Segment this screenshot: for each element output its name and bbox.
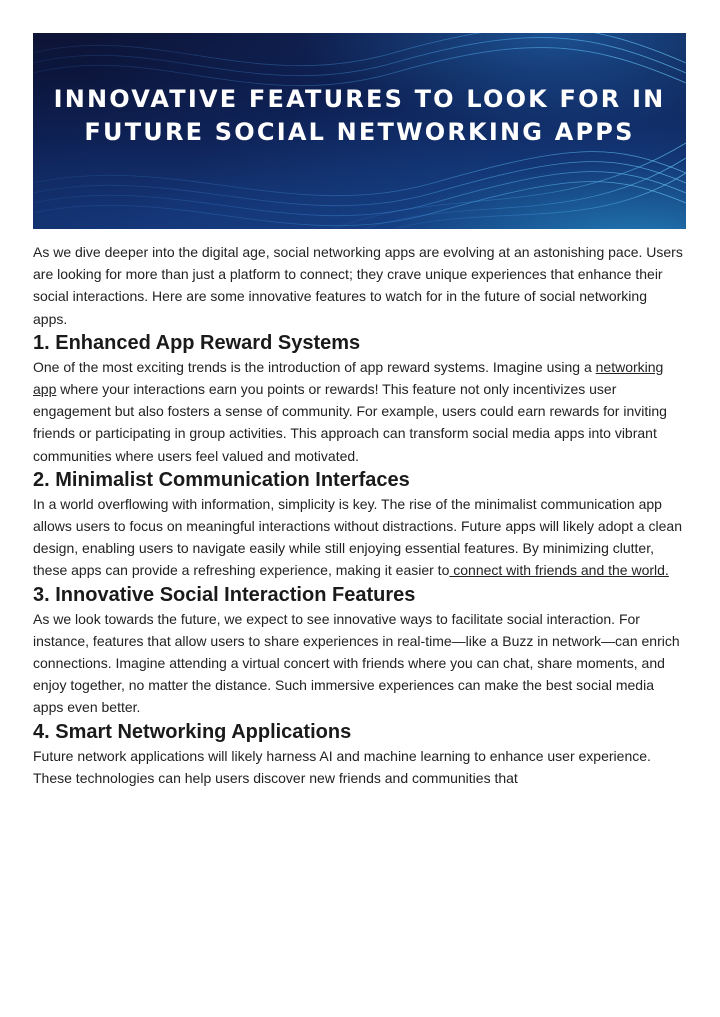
section-1-paragraph [33,356,683,467]
hero-banner [33,33,686,229]
intro-paragraph: As we dive deeper into the digital age, social networking apps are evolving at an astonishing pace. Users are looking for more than just a platform to connect; they crave unique experiences that enhance their social interactions. Here are some innovative features to watch for in the future of social networking apps. [33,244,683,327]
section-3-paragraph: As we look towards the future, we expect to see innovative ways to facilitate social interaction. For instance, features that allow users to share experiences in real-time—like a Buzz in network—can enrich connections. Imagine attending a virtual concert with friends where you can chat, share moments, and enjoy together, no matter the distance. Such immersive experiences can make the best social media apps even better. [33,610,680,716]
banner-title: INNOVATIVE FEATURES TO LOOK FOR IN FUTURE SOCIAL NETWORKING APPS [53,85,666,146]
section-2-text: In a world overflowing with information, simplicity is key. The rise of the minimalist communication app allows users to focus on meaningful interactions without distractions. Future apps will likely adopt a clean design, enabling users to navigate easily while still enjoying essential features. By minimizing clutter, these apps can provide a refreshing experience, making it easier to [33,495,682,579]
section-3-heading: 3. Innovative Social Interaction Features [33,583,416,606]
section-1-text-start: One of the most exciting trends is the introduction of app reward systems. Imagine using a [33,358,596,375]
section-1-text-end: where your interactions earn you points or rewards! This feature not only incentivizes user engagement but also fosters a sense of community. For example, users could earn rewards for inviting friends or participating in group activities. This approach can transform social media apps into vibrant communities where users feel valued and motivated. [33,381,667,464]
section-2-paragraph [33,493,683,582]
networking-app-link[interactable]: networking app [33,358,664,398]
article-body [33,241,683,789]
section-2-heading: 2. Minimalist Communication Interfaces [33,468,410,491]
section-4-heading: 4. Smart Networking Applications [33,720,352,743]
connect-with-friends-link[interactable]: connect with friends and the world. [449,562,669,579]
section-4-paragraph: Future network applications will likely harness AI and machine learning to enhance user experience. These technologies can help users discover new friends and communities that [33,747,651,786]
section-1-heading: 1. Enhanced App Reward Systems [33,331,361,354]
